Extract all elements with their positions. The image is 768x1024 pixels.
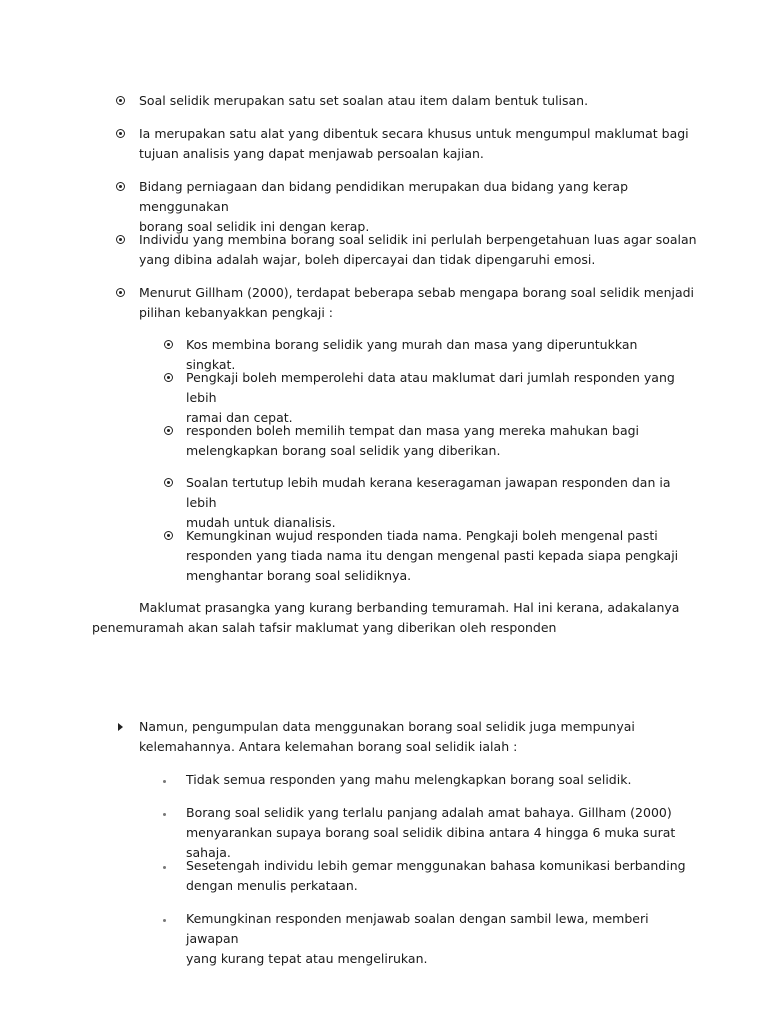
list-item-text: Ia merupakan satu alat yang dibentuk secara khusus untuk mengumpul maklumat bagi	[139, 126, 689, 141]
list-item-text: Bidang perniagaan dan bidang pendidikan merupakan dua bidang yang kerap menggunakan	[139, 179, 629, 214]
list-item-text: Sesetengah individu lebih gemar menggunakan bahasa komunikasi berbanding	[186, 858, 686, 873]
list-item	[139, 177, 699, 237]
sub-list-item	[186, 909, 686, 969]
sub-list-item	[186, 421, 686, 461]
list-item-text: kelemahannya. Antara kelemahan borang soal selidik ialah :	[139, 739, 518, 754]
list-item-text: ramai dan cepat.	[186, 410, 293, 425]
circle-bullet-icon	[164, 426, 173, 435]
sub-list-item	[186, 803, 686, 863]
list-item	[139, 283, 699, 323]
circle-bullet-icon	[164, 531, 173, 540]
circle-bullet-icon	[116, 288, 125, 297]
small-bullet-icon	[163, 866, 166, 869]
circle-bullet-icon	[164, 478, 173, 487]
list-item-text: Kemungkinan wujud responden tiada nama. Pengkaji boleh mengenal pasti	[186, 528, 658, 543]
circle-bullet-icon	[116, 182, 125, 191]
list-item-text: borang soal selidik ini dengan kerap.	[139, 219, 370, 234]
list-item-text: menghantar borang soal selidiknya.	[186, 568, 412, 583]
paragraph-line: Maklumat prasangka yang kurang berbanding temuramah. Hal ini kerana, adakalanya	[139, 600, 680, 615]
paragraph-line: penemuramah akan salah tafsir maklumat yang diberikan oleh responden	[92, 620, 557, 635]
circle-bullet-icon	[164, 340, 173, 349]
list-item-text: melengkapkan borang soal selidik yang diberikan.	[186, 443, 501, 458]
list-item-text: dengan menulis perkataan.	[186, 878, 358, 893]
list-item	[139, 230, 699, 270]
list-item-text: Soal selidik merupakan satu set soalan atau item dalam bentuk tulisan.	[139, 93, 589, 108]
sub-list-item	[186, 368, 686, 428]
circle-bullet-icon	[116, 129, 125, 138]
list-item-text: Namun, pengumpulan data menggunakan borang soal selidik juga mempunyai	[139, 719, 635, 734]
sub-list-item	[186, 856, 686, 896]
list-item-text: menyarankan supaya borang soal selidik dibina antara 4 hingga 6 muka surat sahaja.	[186, 825, 676, 860]
list-item-text: mudah untuk dianalisis.	[186, 515, 336, 530]
small-bullet-icon	[163, 919, 166, 922]
list-item-text: responden yang tiada nama itu dengan mengenal pasti kepada siapa pengkaji	[186, 548, 679, 563]
sub-list-item	[186, 770, 686, 790]
list-item-text: yang kurang tepat atau mengelirukan.	[186, 951, 428, 966]
list-item-text: Borang soal selidik yang terlalu panjang adalah amat bahaya. Gillham (2000)	[186, 805, 672, 820]
list-item	[139, 124, 699, 164]
circle-bullet-icon	[164, 373, 173, 382]
list-item-text: Kos membina borang selidik yang murah dan masa yang diperuntukkan singkat.	[186, 337, 638, 372]
small-bullet-icon	[163, 813, 166, 816]
list-item-text: Individu yang membina borang soal selidik ini perlulah berpengetahuan luas agar soalan	[139, 232, 697, 247]
list-item-text: Kemungkinan responden menjawab soalan dengan sambil lewa, memberi jawapan	[186, 911, 649, 946]
list-item-text: yang dibina adalah wajar, boleh dipercayai dan tidak dipengaruhi emosi.	[139, 252, 596, 267]
sub-list-item	[186, 473, 686, 533]
small-bullet-icon	[163, 780, 166, 783]
list-item	[139, 91, 699, 111]
list-item-text: Tidak semua responden yang mahu melengkapkan borang soal selidik.	[186, 772, 632, 787]
list-item-text: Pengkaji boleh memperolehi data atau maklumat dari jumlah responden yang lebih	[186, 370, 675, 405]
list-item-text: pilihan kebanyakkan pengkaji :	[139, 305, 333, 320]
sub-list-item	[186, 526, 686, 586]
list-item-text: Menurut Gillham (2000), terdapat beberapa sebab mengapa borang soal selidik menjadi	[139, 285, 695, 300]
circle-bullet-icon	[116, 96, 125, 105]
list-item-text: Soalan tertutup lebih mudah kerana keseragaman jawapan responden dan ia lebih	[186, 475, 671, 510]
list-item-text: tujuan analisis yang dapat menjawab persoalan kajian.	[139, 146, 484, 161]
list-item-text: responden boleh memilih tempat dan masa yang mereka mahukan bagi	[186, 423, 640, 438]
circle-bullet-icon	[116, 235, 125, 244]
list-item	[139, 717, 699, 757]
body-paragraph	[92, 598, 692, 638]
triangle-bullet-icon	[118, 723, 123, 731]
